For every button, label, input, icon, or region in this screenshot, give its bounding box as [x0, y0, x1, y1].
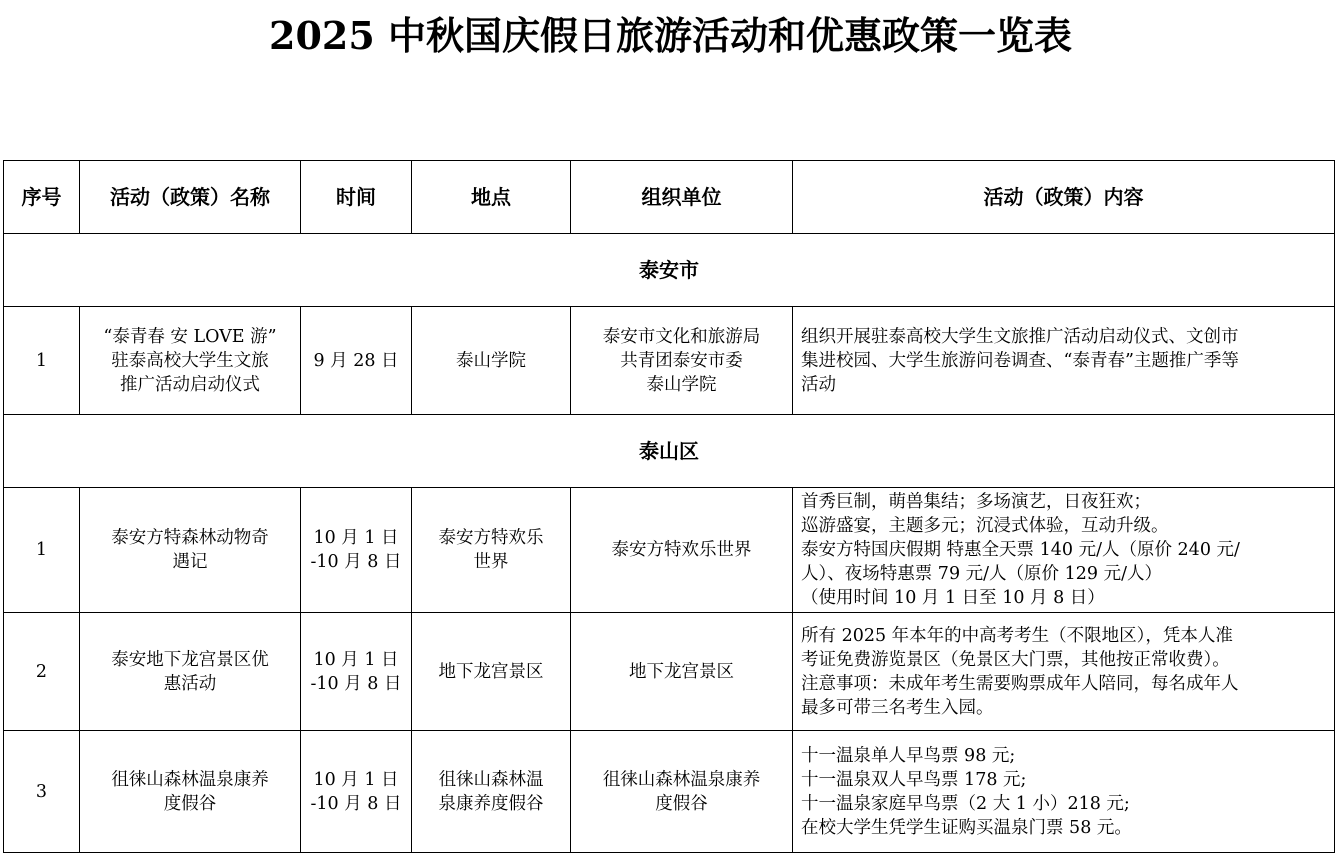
- cell-content-line: （使用时间 10 月 1 日至 10 月 8 日）: [801, 588, 1105, 608]
- cell-content-line: 巡游盛宴，主题多元；沉浸式体验，互动升级。: [801, 516, 1169, 536]
- cell-place-line: 泰安方特欢乐: [438, 528, 544, 548]
- cell-content-line: 人）、夜场特惠票 79 元/人（原价 129 元/人）: [801, 564, 1162, 584]
- cell-time: [301, 307, 412, 415]
- cell-org-line: 泰山学院: [646, 374, 717, 395]
- cell-content-line: 在校大学生凭学生证购买温泉门票 58 元。: [801, 817, 1132, 838]
- cell-content-line: 注意事项：未成年考生需要购票成年人陪同，每名成年人: [801, 673, 1239, 694]
- cell-org-line: 地下龙宫景区: [629, 661, 734, 682]
- section-title: 泰山区: [4, 415, 1335, 488]
- cell-content: [793, 488, 1335, 613]
- cell-place: [412, 488, 571, 613]
- section-row: [4, 415, 1335, 488]
- cell-name: [80, 488, 301, 613]
- activity-table: [3, 160, 1335, 853]
- cell-org-line: 共青团泰安市委: [620, 350, 743, 371]
- cell-time-line: -10 月 8 日: [310, 793, 402, 814]
- cell-name: [80, 307, 301, 415]
- cell-time: [301, 613, 412, 731]
- cell-content: [793, 307, 1335, 415]
- cell-place-line: 徂徕山森林温: [438, 769, 544, 790]
- cell-name-line: 推广活动启动仪式: [120, 374, 260, 395]
- table-row: [4, 488, 1335, 613]
- cell-no: 1: [4, 488, 80, 613]
- table-row: [4, 307, 1335, 415]
- cell-name-line: 徂徕山森林温泉康养: [111, 769, 269, 790]
- cell-name-line: 泰安方特森林动物奇: [111, 528, 269, 548]
- cell-name-line: “泰青春 安 LOVE 游”: [103, 326, 277, 347]
- cell-content-line: 考证免费游览景区（免景区大门票，其他按正常收费）。: [801, 649, 1230, 670]
- header-time: 时间: [301, 161, 412, 234]
- cell-org-line: 徂徕山森林温泉康养: [602, 769, 761, 790]
- header-org: 组织单位: [571, 161, 793, 234]
- cell-time-line: 10 月 1 日: [313, 769, 399, 790]
- cell-content-line: 所有 2025 年本年的中高考考生（不限地区），凭本人准: [801, 625, 1233, 646]
- cell-no: 2: [4, 613, 80, 731]
- cell-name-line: 泰安地下龙宫景区优: [111, 649, 269, 670]
- cell-content-line: 活动: [801, 374, 836, 395]
- cell-name-line: 驻泰高校大学生文旅: [111, 350, 269, 371]
- cell-name-line: 度假谷: [163, 793, 217, 814]
- cell-content: [793, 731, 1335, 853]
- cell-content-line: 泰安方特国庆假期 特惠全天票 140 元/人（原价 240 元/: [801, 540, 1240, 560]
- table-row: [4, 731, 1335, 853]
- page-title: 2025 中秋国庆假日旅游活动和优惠政策一览表: [269, 13, 1072, 58]
- cell-name-line: 惠活动: [163, 673, 217, 694]
- cell-content: [793, 613, 1335, 731]
- cell-time: [301, 488, 412, 613]
- cell-no: 1: [4, 307, 80, 415]
- cell-org-line: 度假谷: [655, 793, 708, 814]
- header-place: 地点: [412, 161, 571, 234]
- table-row: [4, 613, 1335, 731]
- cell-org: [571, 307, 793, 415]
- section-title: 泰安市: [4, 234, 1335, 307]
- header-content: 活动（政策）内容: [793, 161, 1335, 234]
- section-row: [4, 234, 1335, 307]
- cell-content-line: 十一温泉家庭早鸟票（2 大 1 小）218 元;: [801, 793, 1130, 814]
- cell-content-line: 十一温泉单人早鸟票 98 元;: [801, 745, 1016, 766]
- cell-place-line: 泉康养度假谷: [438, 793, 544, 814]
- cell-place: [412, 613, 571, 731]
- cell-time-line: -10 月 8 日: [310, 552, 402, 572]
- cell-content-line: 集进校园、大学生旅游问卷调查、“泰青春”主题推广季等: [801, 350, 1239, 371]
- cell-place-line: 世界: [473, 552, 509, 572]
- cell-time-line: -10 月 8 日: [310, 673, 402, 694]
- cell-time-line: 10 月 1 日: [313, 528, 399, 548]
- cell-content-line: 十一温泉双人早鸟票 178 元;: [801, 769, 1027, 790]
- cell-name: [80, 613, 301, 731]
- table-header-row: [4, 161, 1335, 234]
- cell-place: [412, 307, 571, 415]
- cell-name-line: 遇记: [172, 552, 208, 572]
- cell-content-line: 最多可带三名考生入园。: [801, 697, 994, 718]
- header-no: 序号: [4, 161, 80, 234]
- cell-name: [80, 731, 301, 853]
- cell-org: [571, 488, 793, 613]
- cell-place-line: 地下龙宫景区: [438, 661, 544, 682]
- cell-no: 3: [4, 731, 80, 853]
- cell-content-line: 组织开展驻泰高校大学生文旅推广活动启动仪式、文创市: [801, 326, 1239, 347]
- cell-org-line: 泰安方特欢乐世界: [611, 540, 752, 560]
- cell-org: [571, 613, 793, 731]
- cell-place: [412, 731, 571, 853]
- cell-time: [301, 731, 412, 853]
- cell-org-line: 泰安市文化和旅游局: [602, 326, 761, 347]
- cell-time-line: 10 月 1 日: [313, 649, 399, 670]
- cell-place-line: 泰山学院: [456, 350, 526, 371]
- header-name: 活动（政策）名称: [80, 161, 301, 234]
- cell-time-line: 9 月 28 日: [313, 350, 399, 371]
- cell-org: [571, 731, 793, 853]
- cell-content-line: 首秀巨制，萌兽集结；多场演艺，日夜狂欢；: [801, 492, 1151, 512]
